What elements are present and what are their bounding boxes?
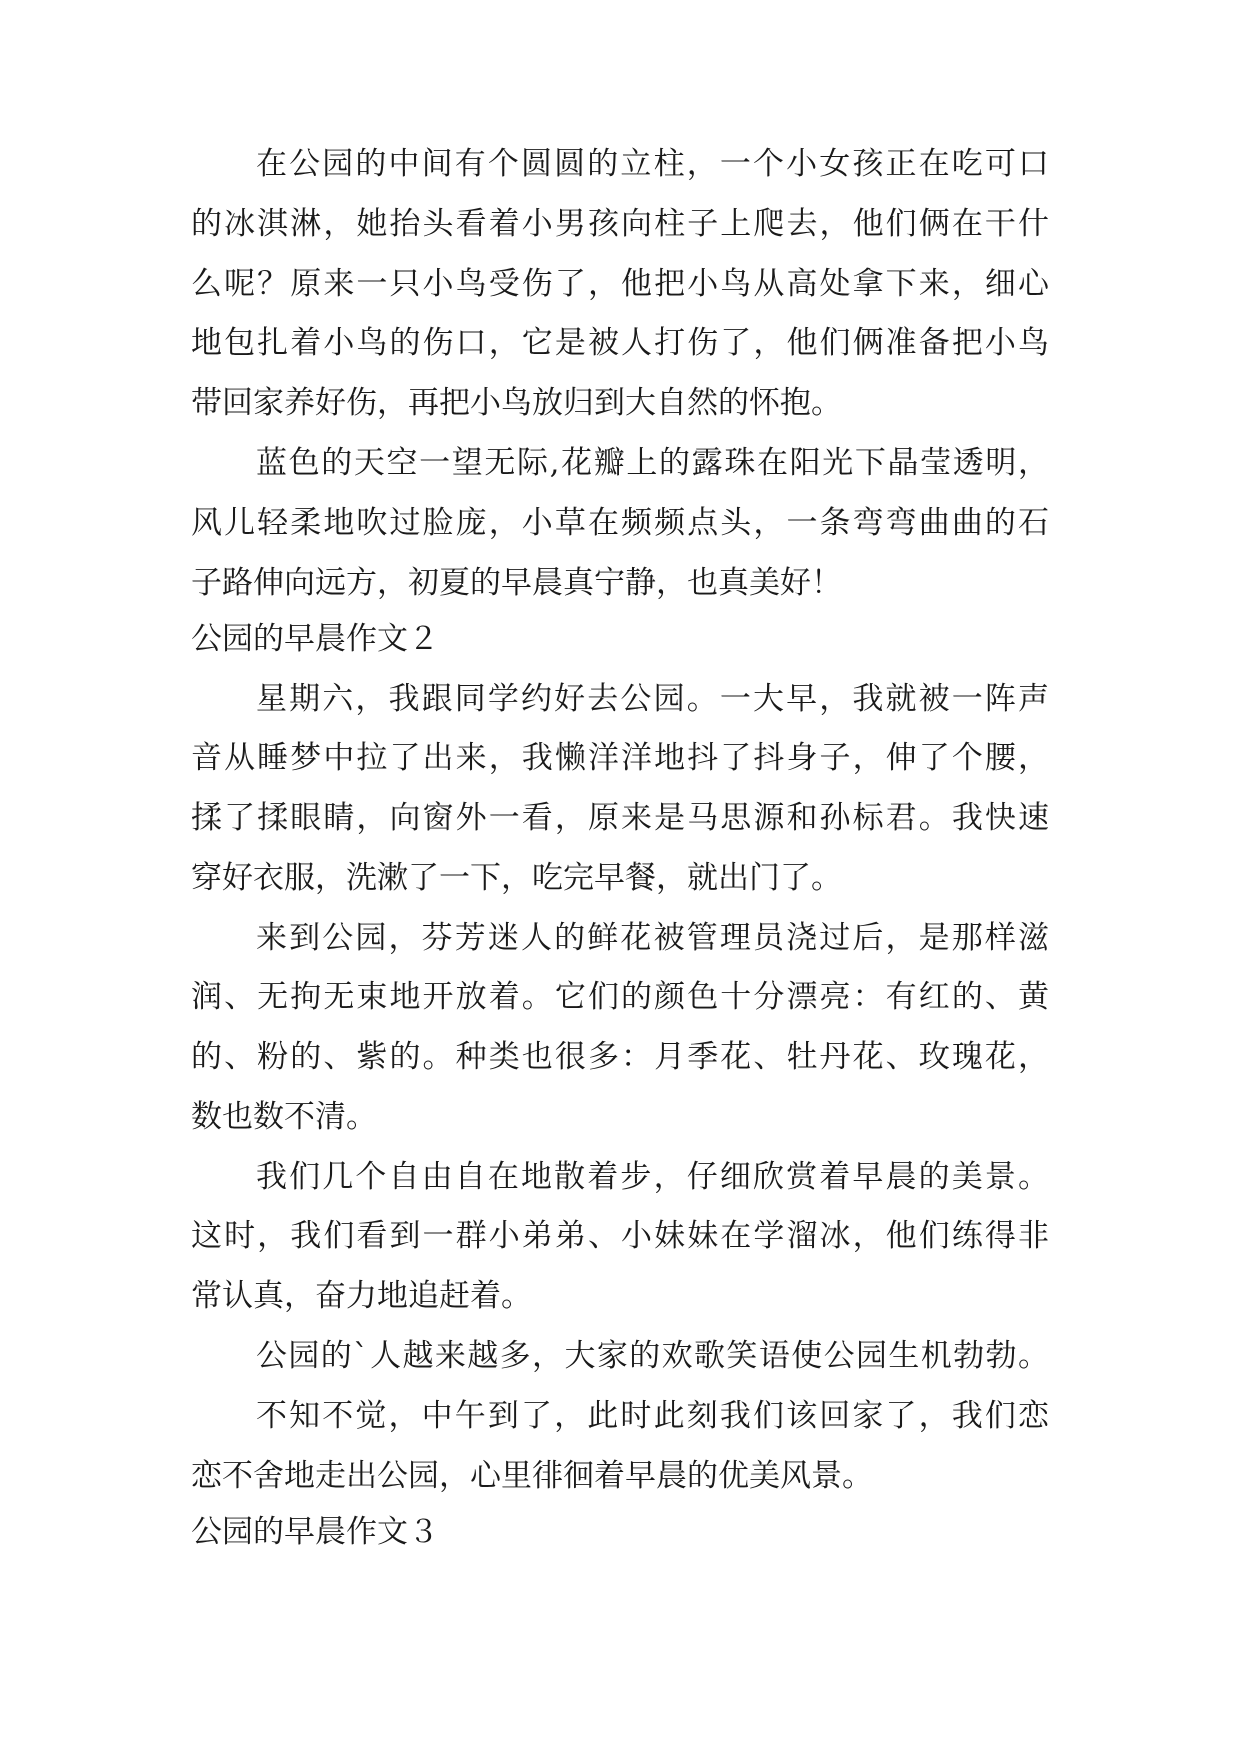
paragraph-line: 蓝色的天空一望无际,花瓣上的露珠在阳光下晶莹透明， (256, 445, 1049, 481)
paragraph-line: 不知不觉，中午到了，此时此刻我们该回家了，我们恋 (256, 1398, 1049, 1434)
paragraph-line: 的冰淇淋，她抬头看着小男孩向柱子上爬去，他们俩在干什 (191, 206, 1049, 242)
paragraph-line: 来到公园，芬芳迷人的鲜花被管理员浇过后，是那样滋 (256, 920, 1049, 956)
paragraph-line: 么呢？原来一只小鸟受伤了，他把小鸟从高处拿下来，细心 (191, 266, 1049, 302)
paragraph-line: 我们几个自由自在地散着步，仔细欣赏着早晨的美景。 (256, 1159, 1049, 1195)
paragraph-line: 穿好衣服，洗漱了一下，吃完早餐，就出门了。 (191, 860, 842, 896)
paragraph-line: 这时，我们看到一群小弟弟、小妹妹在学溜冰，他们练得非 (191, 1218, 1049, 1254)
paragraph-line: 的、粉的、紫的。种类也很多：月季花、牡丹花、玫瑰花， (191, 1039, 1049, 1075)
paragraph-line: 在公园的中间有个圆圆的立柱，一个小女孩正在吃可口 (256, 146, 1049, 182)
paragraph-line: 恋不舍地走出公园，心里徘徊着早晨的优美风景。 (191, 1458, 873, 1494)
paragraph-line: 润、无拘无束地开放着。它们的颜色十分漂亮：有红的、黄 (191, 979, 1049, 1015)
section-heading: 公园的早晨作文２ (191, 621, 439, 657)
paragraph-line: 音从睡梦中拉了出来，我懒洋洋地抖了抖身子，伸了个腰， (191, 740, 1049, 776)
paragraph-line: 揉了揉眼睛，向窗外一看，原来是马思源和孙标君。我快速 (191, 800, 1049, 836)
paragraph-line: 星期六，我跟同学约好去公园。一大早，我就被一阵声 (256, 681, 1049, 717)
paragraph-line: 带回家养好伤，再把小鸟放归到大自然的怀抱。 (191, 385, 842, 421)
paragraph-line: 公园的`人越来越多，大家的欢歌笑语使公园生机勃勃。 (256, 1338, 1049, 1374)
section-heading: 公园的早晨作文３ (191, 1514, 439, 1550)
paragraph-line: 数也数不清。 (191, 1099, 377, 1135)
paragraph-line: 地包扎着小鸟的伤口，它是被人打伤了，他们俩准备把小鸟 (191, 325, 1049, 361)
paragraph-line: 风儿轻柔地吹过脸庞，小草在频频点头，一条弯弯曲曲的石 (191, 505, 1049, 541)
paragraph-line: 子路伸向远方，初夏的早晨真宁静，也真美好！ (191, 565, 842, 601)
paragraph-line: 常认真，奋力地追赶着。 (191, 1278, 532, 1314)
